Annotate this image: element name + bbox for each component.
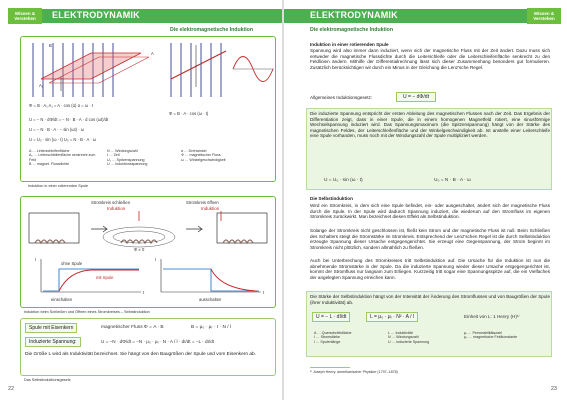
left-header-title: ELEKTRODYNAMIK: [52, 10, 140, 20]
eq-u2: U = − N · B · A · − sin (ωt) · ω: [29, 127, 85, 132]
section-self-induction-p4: Die Stärke der Selbstinduktion hängt von der Intensität der Änderung des Stromflusses und von Baugrößen der Spule (ihrer Induktivität) ab.: [310, 294, 550, 305]
fig-rotating-coil-box: [20, 36, 276, 182]
left-page: [0, 0, 283, 400]
self-induction-diagram: [21, 197, 275, 305]
eq-u3: U = U₀ · sin (ω · t) U₀ = N · B · A · ω: [29, 137, 97, 142]
eq-phi: Φ = B · A₁ A₁ = A · cos (α) α = ω · t: [29, 103, 93, 108]
right-chapter-tab: Wissen & Verstehen: [527, 8, 561, 24]
ausschalten-label: ausschalten: [199, 297, 222, 302]
eq-u-sin: U = U₀ · sin (ω · t): [324, 178, 363, 183]
inductance-eq: L = μ₀ · μᵣ · N² · A / l: [366, 312, 418, 322]
rotating-coil-diagram: [21, 39, 275, 101]
footnote-rule: [310, 367, 350, 368]
section-self-induction-title: Die Selbstinduktion: [310, 196, 353, 201]
field-B-label: B: [49, 43, 52, 48]
current-axis-label-2: I: [155, 257, 157, 262]
section-rotating-coil-p2: Die induzierte Spannung entspricht der ersten Ableitung des magnetischen Flusses nach der Zeit. Das Ergebnis der Differentiation zeigt, dass in einer Spule, die in einem homogenen Magnetfeld rotiert, eine sinusförmige Wechselspannung induziert wird. Das Spannungsmaximum (die Spitzenspannung) hängt von der Stärke des magnetischen Feldes, der Leiterschleifenfläche und der Winkelgeschwindigkeit ab. Ist anstelle einer Leiterschleife eine Spule vorhanden, muss noch mit der Windungszahl der Spule multipliziert werden.: [310, 111, 550, 139]
induction-law-label: Allgemeines Induktionsgesetz:: [310, 95, 373, 100]
section-rotating-coil-p1: Spannung wird also immer dann induziert, wenn sich der magnetische Fluss mit der Zeit ändert. Dazu muss sich entweder die magnetische Flussdichte durch die Leiterschleife oder die Leiterschleifenfläche senkrecht zu den Feldlinien ändern. Mithilfe der Differentialrechnung lässt sich dieser Zusammenhang besonders gut formulieren. Zusätzlich berücksichtigen wir durch ein Minus in der Gleichung die Lenz'sche Regel.: [310, 48, 550, 70]
close-induction-label: Induktion: [107, 206, 126, 211]
inductance-note: Die Größe L wird als Induktivität bezeichnet. Sie hängt von den Baugrößen der Spule und vom Eisenkern ab.: [25, 352, 257, 357]
eq-u0: U₀ = N · B · A · ω: [434, 178, 471, 183]
area-A-label: A: [151, 51, 154, 56]
self-induction-law-eq: U = − L · dI/dt: [312, 312, 350, 322]
fig2-caption: Induktion beim Schließen und Öffnen eines Stromkreises – Selbstinduktion: [24, 310, 150, 314]
close-circuit-title: Stromkreis schließen: [91, 200, 131, 205]
right-legend-col-2: L … Induktivität N … Windungszahl U … induzierte Spannung: [388, 331, 430, 344]
open-induction-label: Induktion: [201, 206, 220, 211]
left-chapter-tab: Wissen & Verstehen: [8, 8, 42, 24]
einschalten-label: einschalten: [51, 297, 73, 302]
fig-self-induction-box: [20, 196, 276, 308]
flux-density-eq: B = μ₀ · μᵣ · I · N / l: [191, 325, 231, 330]
mit-spule-label: mit Spule: [96, 275, 114, 280]
section-self-induction-p3: Auch bei Unterbrechung des Stromkreises tritt Selbstinduktion auf. Die Ursache für die Induktion ist nun die abnehmende Stromstärke in der Spule. Da die induzierte Spannung wieder dieser Ursache entgegengerichtet ist, kommt der Stromfluss nur langsam zum Erliegen. Kurzzeitig tritt sogar eine Spannungsspitze auf, die ein Vielfaches der angelegten Spannung erreichen kann.: [310, 258, 550, 280]
right-header-title: ELEKTRODYNAMIK: [310, 10, 398, 20]
fig1-caption: Induktion in einer rotierenden Spule: [28, 184, 88, 188]
section-self-induction-p1: Wird ein Stromkreis, in dem sich eine Spule befindet, ein- oder ausgeschaltet, ändert sich der magnetische Fluss durch die Spule. In der Spule wird dadurch Spannung induziert, die wiederum auf den Stromfluss im eigenen Stromkreis zurückwirkt. Man bezeichnet diesen Effekt als Selbstinduktion.: [310, 203, 550, 220]
eq-phi2: Φ = B · A · cos (ω · t): [169, 111, 209, 116]
flux-definition: magnetischer Fluss Φ = A · B: [101, 325, 164, 330]
henry-unit: Einheit von L: 1 Henry (H)¹⁾: [464, 314, 520, 319]
area-A1-label: A₁: [39, 83, 44, 88]
left-page-number: 22: [8, 386, 15, 392]
right-subtitle: Die elektromagnetische Induktion: [310, 27, 394, 33]
open-circuit-title: Stromkreis öffnen: [186, 200, 219, 205]
right-legend-col-3: μᵣ … Permeabilitätszahl μ₀ … magnetische Feldkonstante: [464, 331, 518, 340]
current-axis-label-1: I: [35, 257, 37, 262]
induced-voltage-label: Induzierte Spannung:: [25, 337, 81, 347]
legend-col-2: N … Windungszahl t … Zeit U₀ … Spitzenspannung U … Induktionsspannung: [107, 149, 148, 167]
ohne-spule-label: ohne Spule: [61, 261, 83, 266]
right-legend-col-1: A … Querschnittsfläche I … Stromstärke l … Spulenlänge: [314, 331, 352, 344]
induction-law-eq: U = − dΦ/dt: [396, 92, 436, 102]
fig3-caption: Das Selbstinduktionsgesetz: [24, 378, 71, 382]
eq-u: U = − N · dΦ/dt = − N · B · A · d cos (ωt)/dt: [29, 117, 109, 122]
legend-col-3: α … Drehwinkel Φ … magnetischer Fluss ω … Winkelgeschwindigkeit: [181, 149, 226, 162]
footnote: ¹⁾ Joseph Henry: amerikanischer Physiker (1797–1878): [310, 370, 398, 374]
induced-voltage-eq: U = −N · dΦ/dt = −N · μ₀ · μᵣ · N · A / l · dI/dt = −L · dI/dt: [101, 339, 214, 344]
right-page-number: 23: [550, 386, 557, 392]
left-subtitle: Die elektromagnetische Induktion: [170, 27, 254, 33]
section-rotating-coil-title: Induktion in einer rotierenden Spule: [310, 42, 389, 47]
iron-core-label: Spule mit Eisenkern: [25, 323, 77, 333]
phi-label: Φ ≠ 0: [134, 247, 145, 252]
legend-col-1: A … Leiterschleifenfläche A₁ … Leiterschleifenfläche senkrecht zum Feld B … magnet. Flussdichte: [29, 149, 96, 167]
time-axis-label-2: t: [263, 290, 265, 295]
time-axis-label-1: t: [143, 290, 145, 295]
fig-self-induction-law-box: [20, 318, 276, 376]
section-self-induction-p2: Solange der Stromkreis nicht geschlossen ist, fließt kein Strom und der magnetische Fluss ist null. Beim Schließen des Schalters steigt die Stromstärke im Stromkreis. Entsprechend der Lenz'schen Regel ist die durch Selbstinduktion erzeugte Spannung dieser Ursache entgegengerichtet. Sie erzeugt eine Gegenspannung, der Strom beginnt im Stromkreis nicht plötzlich, sondern allmählich zu fließen.: [310, 228, 550, 250]
right-page: [284, 0, 567, 400]
